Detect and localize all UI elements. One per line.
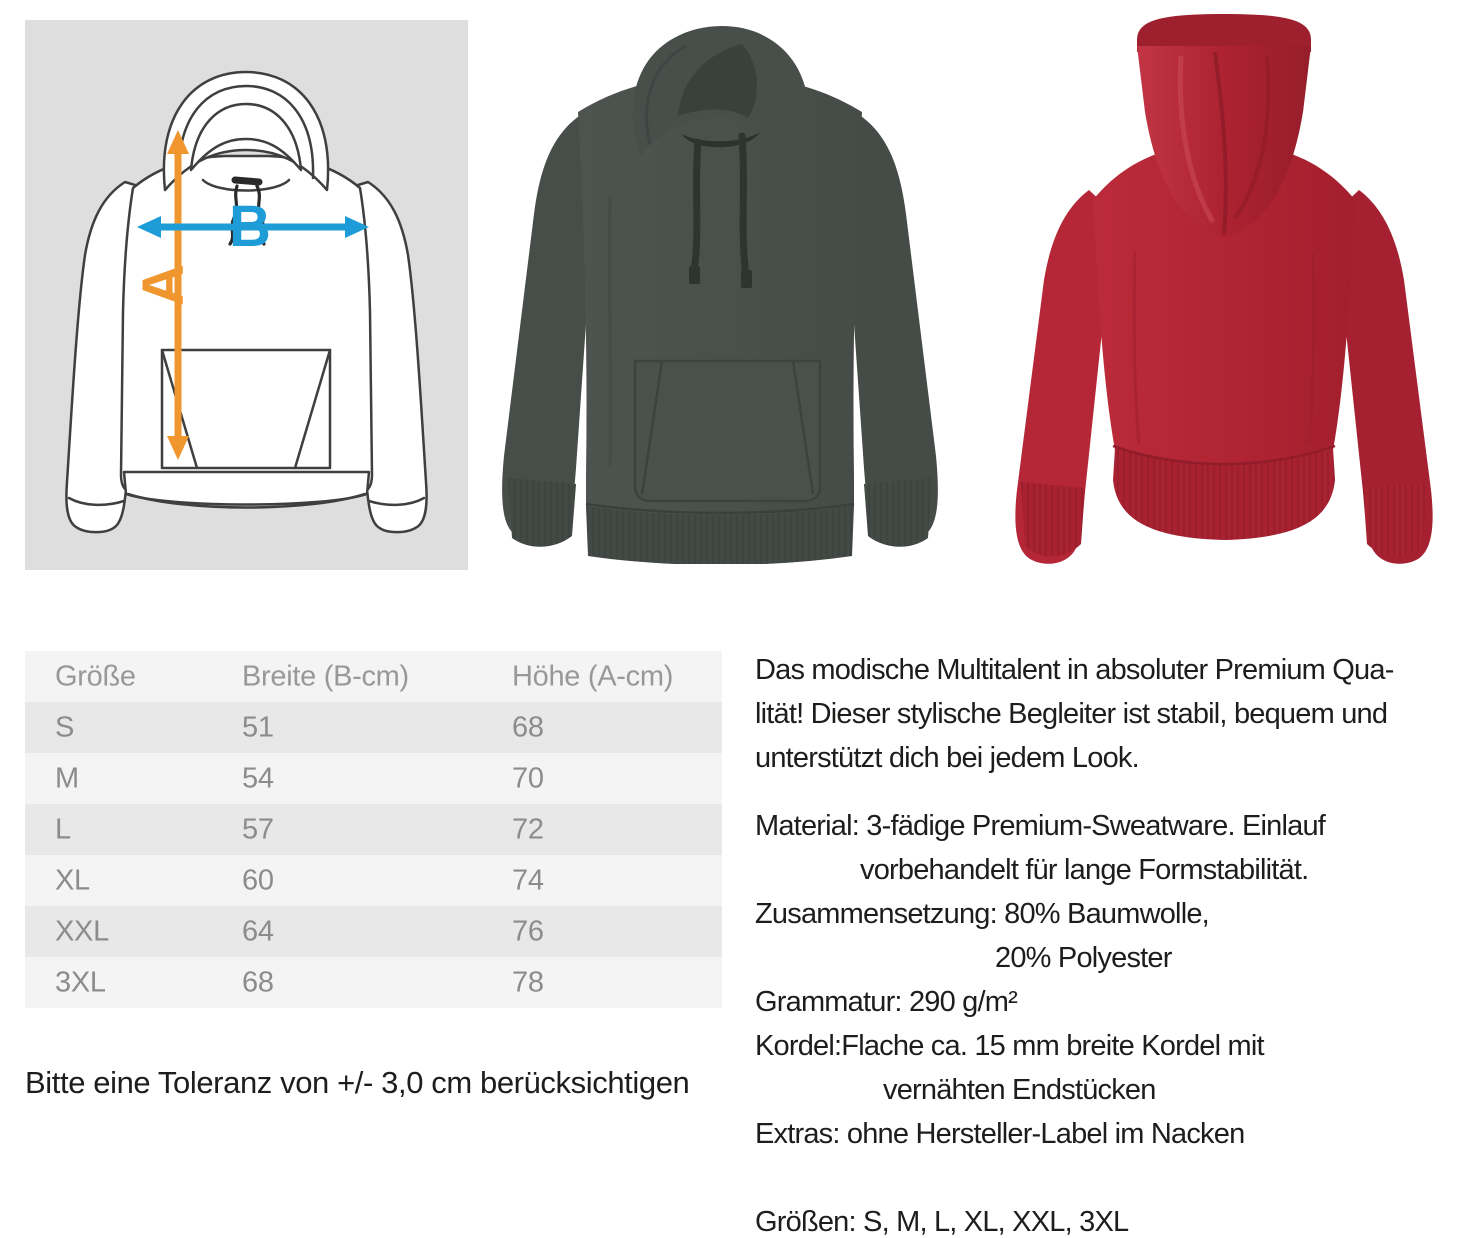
size-diagram-panel	[25, 20, 468, 570]
size-value: XL	[55, 864, 90, 896]
hoehe-value: 74	[512, 864, 544, 896]
description-line: 20% Polyester	[995, 942, 1172, 974]
size-value: 3XL	[55, 966, 106, 998]
size-table-header	[25, 651, 722, 702]
description-line: lität! Dieser stylische Begleiter ist stabil, bequem und	[755, 698, 1388, 730]
breite-value: 64	[242, 915, 274, 947]
col-header-hoehe: Höhe (A-cm)	[512, 660, 674, 692]
back-hoodie-image	[985, 12, 1463, 572]
description-line-kordel: Kordel:Flache ca. 15 mm breite Kordel mit	[755, 1030, 1264, 1062]
back-hoodie-graphic	[985, 12, 1463, 572]
description-line-zusammensetzung: Zusammensetzung: 80% Baumwolle,	[755, 898, 1209, 930]
hoehe-value: 70	[512, 762, 544, 794]
breite-value: 51	[242, 711, 274, 743]
col-header-groesse: Größe	[55, 660, 136, 692]
col-header-breite: Breite (B-cm)	[242, 660, 409, 692]
size-value: S	[55, 711, 75, 743]
description-line-grammatur: Grammatur: 290 g/m²	[755, 986, 1017, 1018]
table-row-l	[25, 804, 722, 855]
front-hoodie-graphic	[490, 16, 950, 564]
front-hoodie-image	[490, 16, 950, 564]
hoodie-measurement-sketch	[25, 20, 468, 570]
description-line: vernähten Endstücken	[883, 1074, 1156, 1106]
measure-label-b: B	[229, 194, 271, 259]
size-value: L	[55, 813, 71, 845]
breite-value: 60	[242, 864, 274, 896]
hoehe-value: 68	[512, 711, 544, 743]
breite-value: 68	[242, 966, 274, 998]
product-description	[755, 650, 1463, 1238]
hoehe-value: 72	[512, 813, 544, 845]
breite-value: 54	[242, 762, 274, 794]
table-row-xxl	[25, 906, 722, 957]
description-line-material: Material: 3-fädige Premium-Sweatware. Einlauf	[755, 810, 1326, 842]
description-line: unterstützt dich bei jedem Look.	[755, 742, 1139, 774]
description-line-extras: Extras: ohne Hersteller-Label im Nacken	[755, 1118, 1245, 1150]
description-line: Das modische Multitalent in absoluter Premium Qua-	[755, 654, 1394, 686]
description-line-groessen: Größen: S, M, L, XL, XXL, 3XL	[755, 1206, 1129, 1238]
tolerance-note: Bitte eine Toleranz von +/- 3,0 cm berücksichtigen	[25, 1065, 690, 1100]
size-value: XXL	[55, 915, 109, 947]
size-value: M	[55, 762, 79, 794]
table-row-3xl	[25, 957, 722, 1008]
table-row-xl	[25, 855, 722, 906]
hoehe-value: 78	[512, 966, 544, 998]
table-row-s	[25, 702, 722, 753]
hoehe-value: 76	[512, 915, 544, 947]
table-row-m	[25, 753, 722, 804]
description-line: vorbehandelt für lange Formstabilität.	[860, 854, 1309, 886]
measure-label-a: A	[131, 264, 196, 306]
size-table	[25, 651, 722, 1008]
paragraph-gap	[755, 1158, 1463, 1202]
paragraph-gap	[755, 782, 1463, 806]
breite-value: 57	[242, 813, 274, 845]
